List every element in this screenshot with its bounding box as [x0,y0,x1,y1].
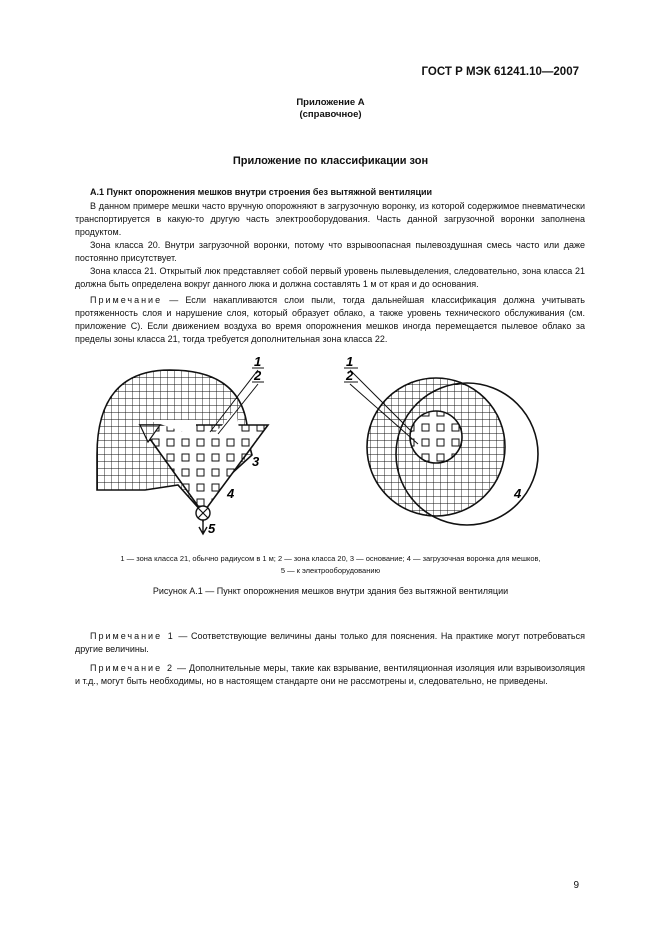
note-1-text: — Соответствующие величины даны только для пояснения. На практике могут потребоваться другие величины. [75,631,585,654]
caption-line: 1 — зона класса 21, обычно радиусом в 1 м; 2 — зона класса 20, 3 — основание; 4 — загрузочная воронка для мешков, [120,554,541,563]
figure-a1 [0,350,661,550]
note-text: — Если накапливаются слои пыли, тогда дальнейшая классификация должна учитывать протяженность слоя и нарушение слоя, который образует облако, а также уровень технического обслуживания (см. приложение С). Если движением воздуха во время опорожнения мешков иногда перемещается пылевое облако за пределы зоны класса 21, тогда требуется дополнительная зона класса 22. [75,295,585,344]
note-1-label: Примечание 1 [90,631,175,641]
appendix-title: Приложение А [296,97,365,108]
note-2-label: Примечание 2 [90,663,175,673]
paragraph: В данном примере мешки часто вручную опорожняют в загрузочную воронку, из которой содержимое пневматически транспортируется в какую-то другую часть электрооборудования. Часть данной загрузочной воронки заполнена продуктом. [75,201,585,237]
section-a1 [75,186,585,346]
note-2-text: — Дополнительные меры, такие как взрывание, вентиляционная изоляция или взрывоизоляция и т.д., могут быть необходимы, но в настоящем стандарте они не рассмотрены и, следовательно, не приведены. [75,663,585,686]
note-label: Примечание [90,295,163,305]
page-number: 9 [573,880,579,891]
label-5: 5 [208,521,216,536]
label-3: 3 [252,454,260,469]
label-1: 1 [346,354,354,369]
figure-caption [0,553,661,577]
section-title: Приложение по классификации зон [232,155,429,167]
appendix-heading [0,97,661,121]
label-4: 4 [227,486,235,501]
figure-left-hopper [97,354,268,536]
note [75,294,585,346]
caption-line: 5 — к электрооборудованию [280,566,381,575]
label-4: 4 [514,486,522,501]
label-2: 2 [254,368,262,383]
note-2 [75,662,585,688]
paragraph: Зона класса 21. Открытый люк представляет собой первый уровень пылевыделения, следовательно, зона класса 21 должна быть определена вокруг данного люка и должна составлять 1 м от края и до основания. [75,266,585,289]
label-1: 1 [254,354,262,369]
section-a1-heading: А.1 Пункт опорожнения мешков внутри строения без вытяжной вентиляции [90,187,433,197]
down-arrow [199,520,207,534]
appendix-subtitle: (справочное) [299,109,362,120]
zone-20-circle [410,411,462,463]
paragraph: Зона класса 20. Внутри загрузочной воронки, потому что взрывоопасная пылевоздушная смесь часто или даже постоянно присутствует. [75,240,585,263]
notes-block [75,630,585,694]
figure-right-plan [344,354,538,525]
note-1 [75,630,585,656]
document-header: ГОСТ Р МЭК 61241.10—2007 [421,66,579,78]
label-2: 2 [346,368,354,383]
figure-title: Рисунок А.1 — Пункт опорожнения мешков внутри здания без вытяжной вентиляции [152,586,509,596]
